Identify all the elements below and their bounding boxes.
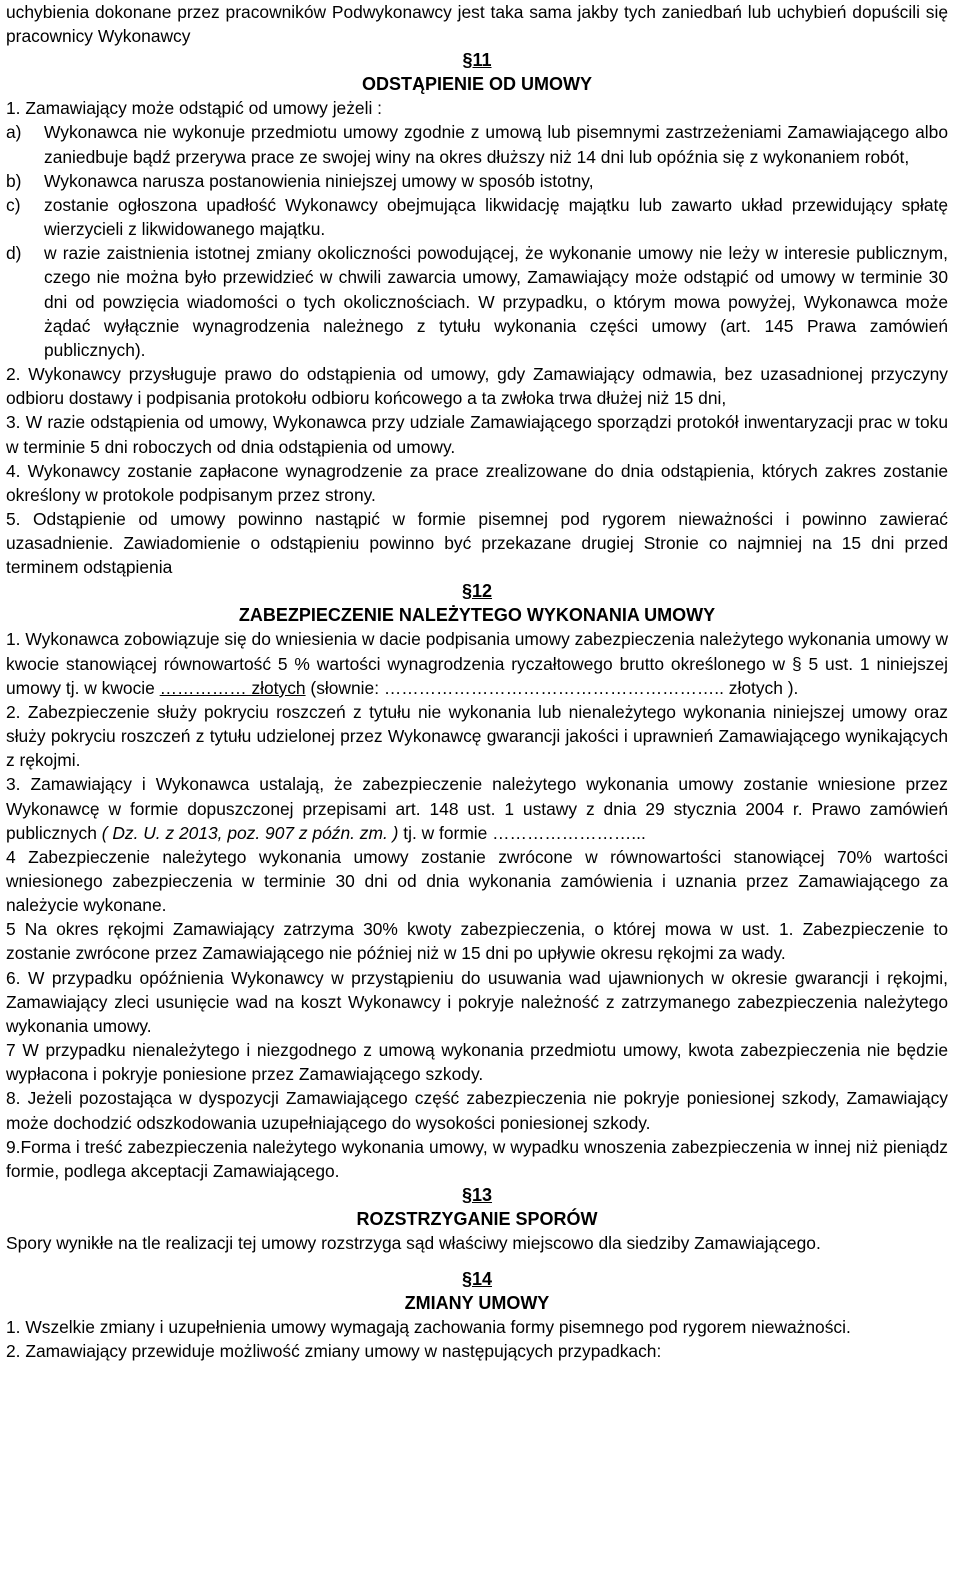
section-14-number: §14 xyxy=(461,1269,493,1290)
section-sign: § xyxy=(461,1269,472,1290)
section-12-title: ZABEZPIECZENIE NALEŻYTEGO WYKONANIA UMOWY xyxy=(238,605,716,626)
s11-p3: 3. W razie odstąpienia od umowy, Wykonawca przy udziale Zamawiającego sporządzi protokół inwentaryzacji prac w toku w terminie 5 dni roboczych od dnia odstąpienia od umowy. xyxy=(6,412,948,457)
s11-item-b: b) Wykonawca narusza postanowienia niniejszej umowy w sposób istotny, xyxy=(6,170,594,191)
s11-p2: 2. Wykonawcy przysługuje prawo do odstąpienia od umowy, gdy Zamawiający odmawia, bez uzasadnionej przyczyny odbioru dostawy i podpisania protokołu odbioru końcowego a ta zwłoka trwa dłużej niż 15 dni, xyxy=(6,364,948,409)
s12-p2: 2. Zabezpieczenie służy pokryciu roszczeń z tytułu nie wykonania lub nienależytego wykonania niniejszej umowy oraz służy pokryciu roszczeń z tytułu udzielonej przez Wykonawcę gwarancji jakości i uprawnień Zamawiającego wynikających z rękojmi. xyxy=(6,701,948,771)
s12-p1: 1. Wykonawca zobowiązuje się do wniesienia w dacie podpisania umowy zabezpieczenia należytego wykonania umowy w kwocie stanowiącej równowartość 5 % wartości wynagrodzenia ryczałtowego brutto określonego w § 5 ust. 1 niniejszej umowy tj. w kwocie …………… złotych (słownie: ………………………………………………….. złotych ). xyxy=(6,629,948,698)
s11-item-c: c) zostanie ogłoszona upadłość Wykonawcy obejmująca likwidację majątku lub zawarto układ przewidujący spłatę wierzycieli z likwidowanego majątku. xyxy=(6,194,948,240)
s12-p6: 6. W przypadku opóźnienia Wykonawcy w przystąpieniu do usuwania wad ujawnionych w okresie gwarancji i rękojmi, Zamawiający zleci usunięcie wad na koszt Wykonawcy i pokryje należność z zatrzymanego zabezpieczenia należytego wykonania umowy. xyxy=(6,967,948,1036)
s11-item-a: a) Wykonawca nie wykonuje przedmiotu umowy zgodnie z umową lub pisemnymi zastrzeżeniami Zamawiającego albo zaniedbuje bądź przerywa prace ze swojej winy na okres dłuższy niż 14 dni lub opóźnia się z wykonaniem robót, xyxy=(6,122,948,167)
s11-p5: 5. Odstąpienie od umowy powinno nastąpić w formie pisemnej pod rygorem nieważności i powinno zawierać uzasadnienie. Zawiadomienie o odstąpieniu powinno być przekazane drugiej Stronie co najmniej na 15 dni przed terminem odstąpienia xyxy=(6,508,948,578)
s12-p3: 3. Zamawiający i Wykonawca ustalają, że zabezpieczenie należytego wykonania umowy zostanie wniesione przez Wykonawcę w formie dopuszczonej przepisami art. 148 ust. 1 ustawy z dnia 29 stycznia 2004 r. Prawo zamówień publicznych ( Dz. U. z 2013, poz. 907 z późn. zm. ) tj. w formie ……………………... xyxy=(6,774,948,843)
section-14-title: ZMIANY UMOWY xyxy=(404,1293,550,1314)
section-sign: § xyxy=(462,50,473,71)
s12-p9: 9.Forma i treść zabezpieczenia należytego wykonania umowy, w wypadku wnoszenia zabezpieczenia w innej niż pieniądz formie, podlega akceptacji Zamawiającego. xyxy=(6,1136,948,1181)
intro-paragraph: uchybienia dokonane przez pracowników Podwykonawcy jest taka sama jakby tych zaniedbań lub uchybień dopuścili się pracownicy Wykonawcy xyxy=(6,2,948,47)
section-sign: § xyxy=(461,1185,472,1206)
s11-item-d: d) w razie zaistnienia istotnej zmiany okoliczności powodującej, że wykonanie umowy nie leży w interesie publicznym, czego nie można było przewidzieć w chwili zawarcia umowy, Zamawiający może odstąpić od umowy w terminie 30 dni od powzięcia wiadomości o tych okolicznościach. W przypadku, o którym mowa powyżej, Wykonawca może żądać wyłącznie wynagrodzenia należnego z tytułu wykonania części umowy (art. 145 Prawa zamówień publicznych). xyxy=(6,243,948,360)
section-13-number: §13 xyxy=(461,1185,493,1206)
section-13-title: ROZSTRZYGANIE SPORÓW xyxy=(356,1209,598,1230)
s14-p1: 1. Wszelkie zmiany i uzupełnienia umowy wymagają zachowania formy pisemnego pod rygorem nieważności. xyxy=(6,1317,851,1338)
s11-p4: 4. Wykonawcy zostanie zapłacone wynagrodzenie za prace zrealizowane do dnia odstąpienia, których zakres zostanie określony w protokole podpisanym przez strony. xyxy=(6,460,948,505)
section-11-title: ODSTĄPIENIE OD UMOWY xyxy=(361,74,592,95)
section-sign: § xyxy=(461,581,472,602)
s14-p2: 2. Zamawiający przewiduje możliwość zmiany umowy w następujących przypadkach: xyxy=(6,1341,662,1362)
section-11-number: §11 xyxy=(462,50,492,71)
section-12-number: §12 xyxy=(461,581,493,602)
s12-p4: 4 Zabezpieczenie należytego wykonania umowy zostanie zwrócone w równowartości stanowiącej 70% wartości wniesionego zabezpieczenia w terminie 30 dni od dnia wykonania zamówienia i uznania przez Zamawiającego za należycie wykonane. xyxy=(6,846,948,916)
s12-p8: 8. Jeżeli pozostająca w dyspozycji Zamawiającego część zabezpieczenia nie pokryje poniesionej szkody, Zamawiający może dochodzić odszkodowania uzupełniającego do wysokości poniesionej szkody. xyxy=(6,1088,948,1133)
s12-p5: 5 Na okres rękojmi Zamawiający zatrzyma 30% kwoty zabezpieczenia, o której mowa w ust. 1. Zabezpieczenie to zostanie zwrócone przez Zamawiającego nie później niż w 15 dni po upływie okresu rękojmi za wady. xyxy=(6,919,948,964)
s12-p7: 7 W przypadku nienależytego i niezgodnego z umową wykonania przedmiotu umowy, kwota zabezpieczenia nie będzie wypłacona i pokryje poniesione przez Zamawiającego szkody. xyxy=(6,1040,948,1085)
s13-p1: Spory wynikłe na tle realizacji tej umowy rozstrzyga sąd właściwy miejscowo dla siedziby Zamawiającego. xyxy=(6,1233,821,1254)
s11-p1: 1. Zamawiający może odstąpić od umowy jeżeli : xyxy=(6,98,382,119)
